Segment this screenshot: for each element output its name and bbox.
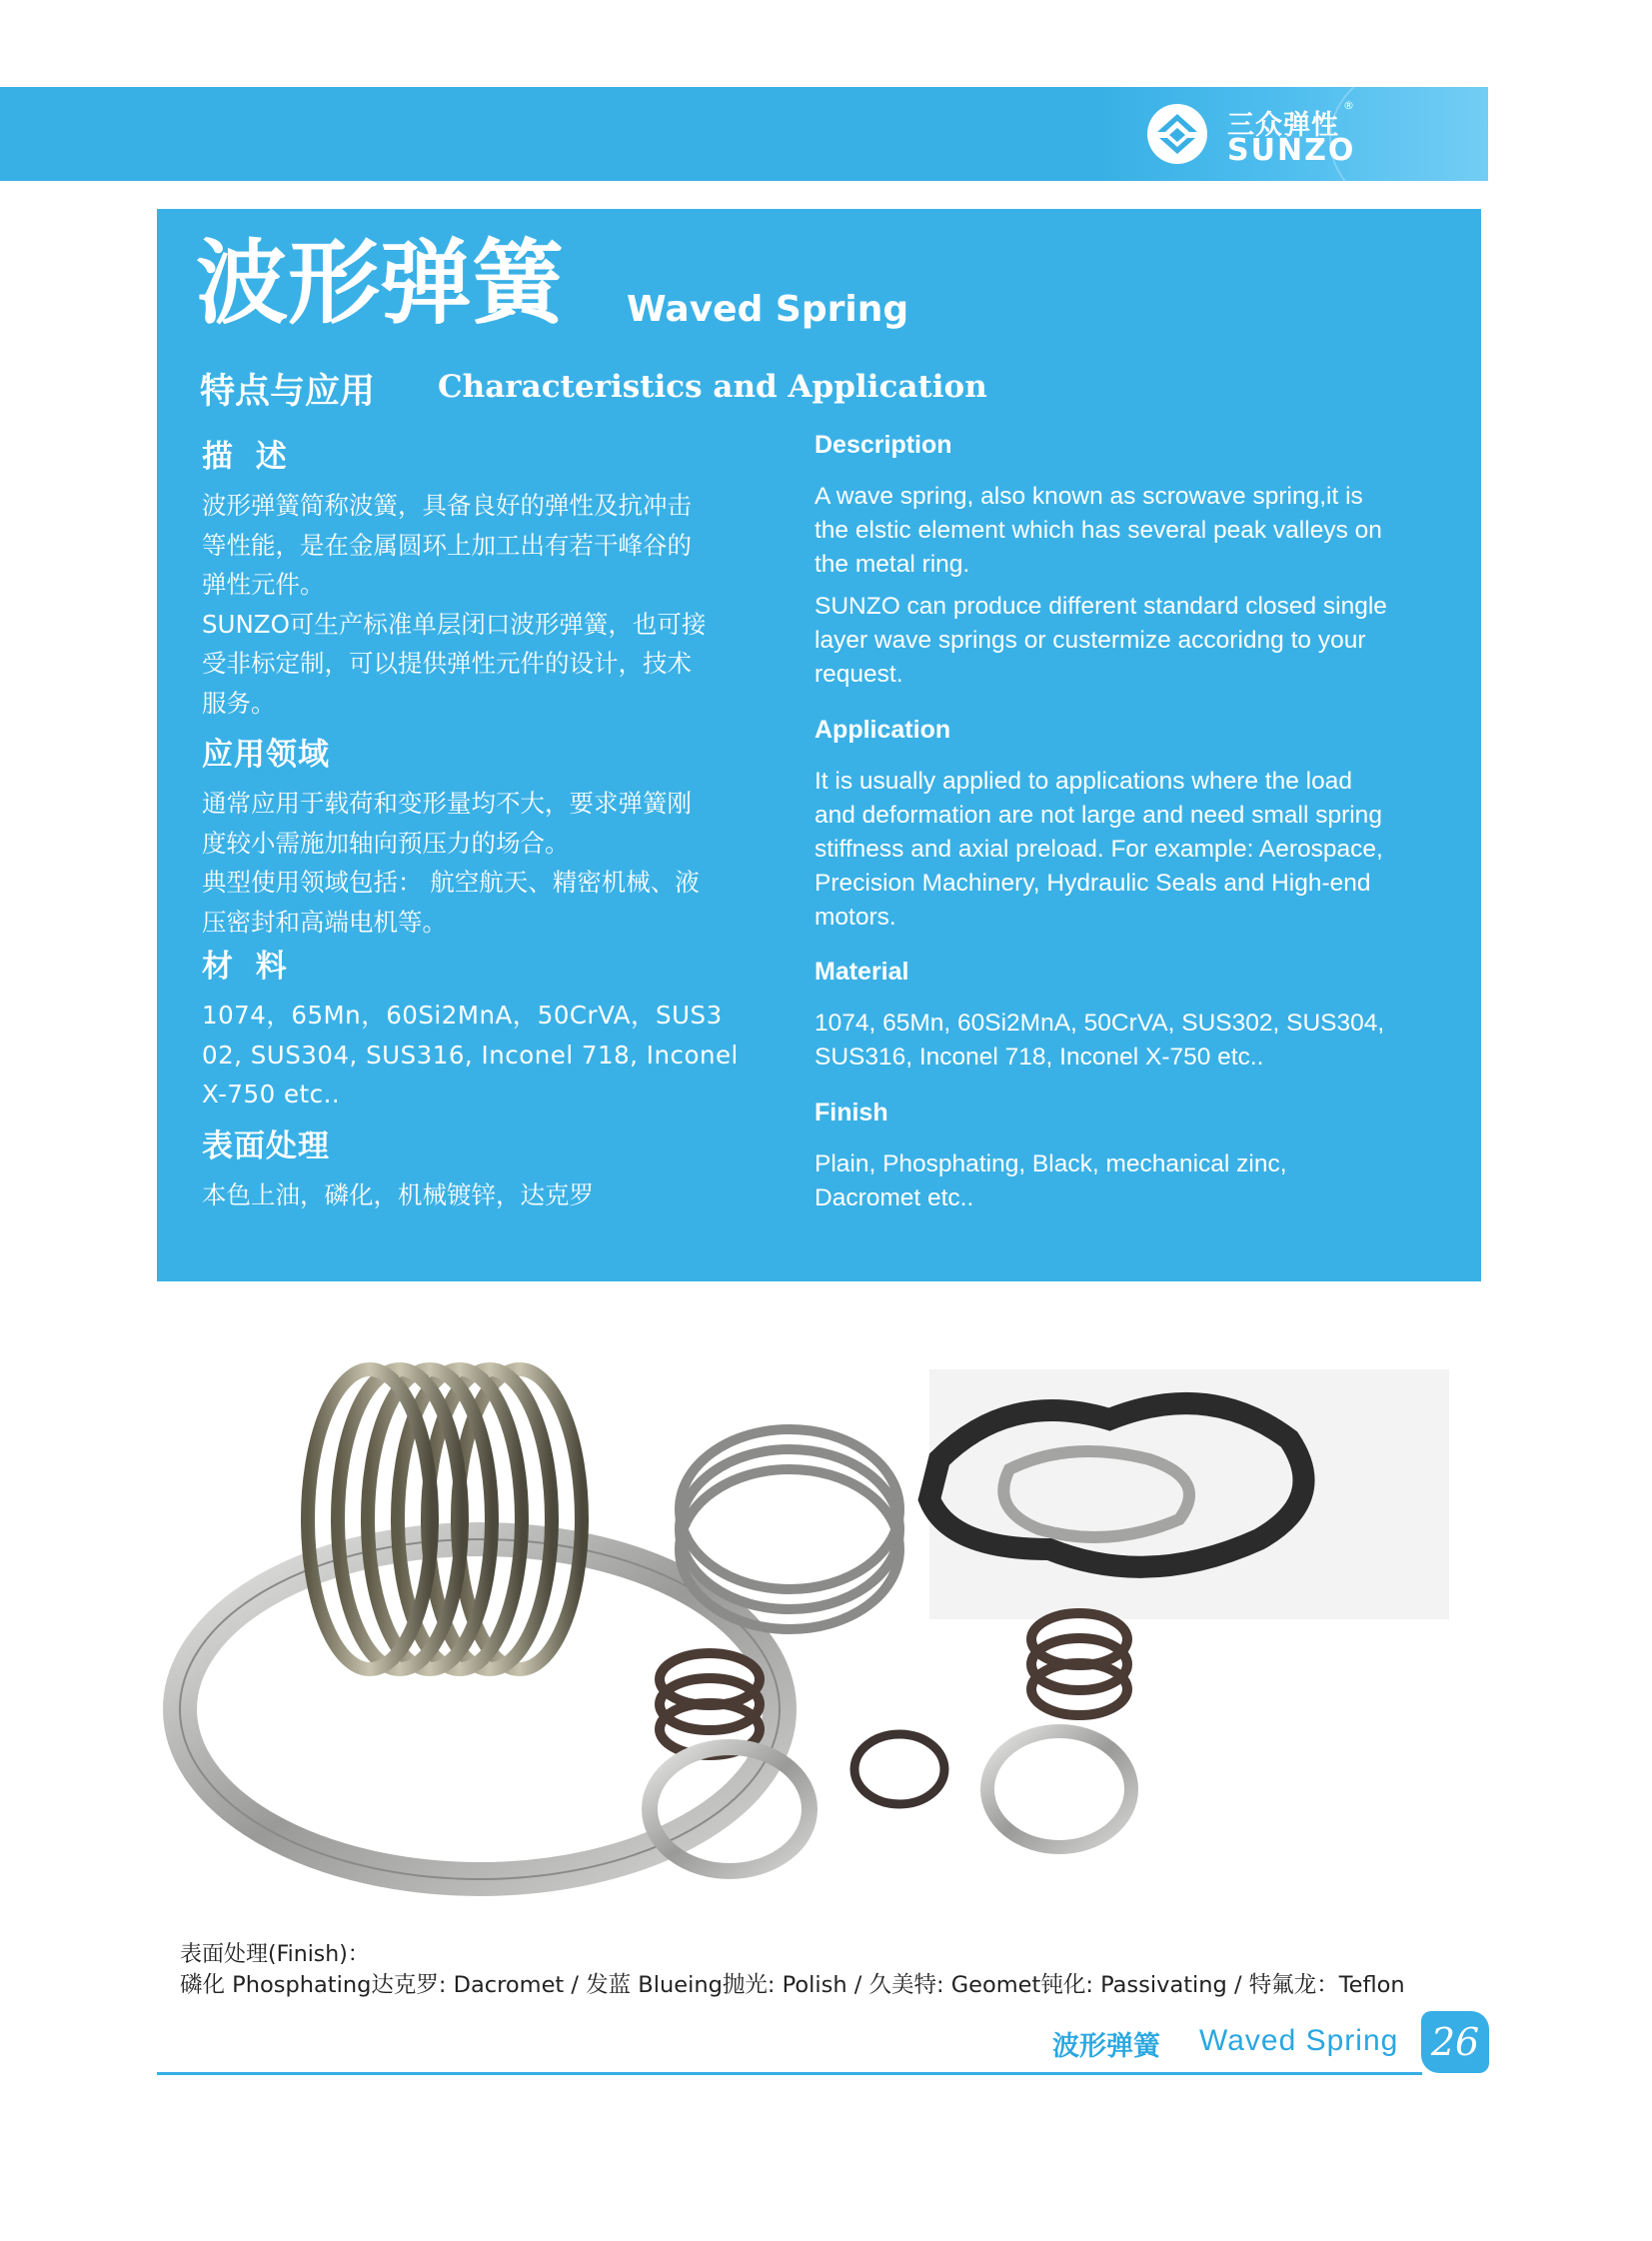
text-line: X-750 etc..	[202, 1080, 341, 1109]
text-line: 通常应用于载荷和变形量均不大，要求弹簧刚	[202, 789, 692, 818]
text-line: 弹性元件。	[202, 570, 325, 599]
page-title-en: Waved Spring	[627, 289, 909, 330]
application-cn	[202, 729, 802, 941]
text-line: 02, SUS304, SUS316, Inconel 718, Inconel	[202, 1040, 739, 1070]
footer-title-en: Waved Spring	[1199, 2024, 1399, 2057]
finish-caption-list: 磷化 Phosphating达克罗: Dacromet / 发蓝 Blueing抛光: Polish / 久美特: Geomet钝化: Passivating / 特氟龙：Teflon	[180, 1972, 1405, 1998]
application-heading-en: Application	[815, 716, 951, 744]
brand-logo	[1099, 87, 1488, 181]
description-heading-cn: 描 述	[202, 439, 293, 475]
text-line: the elstic element which has several peak valleys on	[815, 517, 1382, 544]
text-line: stiffness and axial preload. For example: Aerospace,	[815, 836, 1383, 863]
registered-mark: ®	[1343, 99, 1354, 112]
footer-divider	[157, 2072, 1422, 2075]
application-heading-cn: 应用领域	[202, 737, 330, 773]
material-heading-en: Material	[815, 958, 909, 986]
text-line: 1074，65Mn，60Si2MnA，50CrVA，SUS3	[202, 1001, 723, 1030]
finish-cn	[202, 1120, 802, 1215]
footer-title-cn: 波形弹簧	[1052, 2031, 1160, 2062]
brand-name-cn: 三众弹性	[1227, 110, 1339, 141]
sunzo-logo-icon	[1145, 102, 1209, 166]
text-line: 服务。	[202, 688, 276, 718]
finish-heading-cn: 表面处理	[202, 1128, 330, 1164]
description-heading-en: Description	[815, 431, 952, 459]
material-heading-cn: 材 料	[202, 949, 293, 985]
text-line: request.	[815, 661, 903, 688]
text-line: 受非标定制，可以提供弹性元件的设计，技术	[202, 649, 692, 678]
material-en	[815, 958, 1454, 1099]
text-line: 波形弹簧简称波簧，具备良好的弹性及抗冲击	[202, 491, 692, 520]
brand-name-en: SUNZO	[1227, 133, 1356, 168]
finish-caption-title: 表面处理(Finish)：	[180, 1942, 370, 1967]
material-cn	[202, 941, 802, 1120]
text-line: It is usually applied to applications where the load	[815, 768, 1352, 795]
description-cn	[202, 431, 802, 716]
text-line: 度较小需施加轴向预压力的场合。	[202, 828, 570, 858]
page-title-cn: 波形弹簧	[196, 230, 565, 337]
text-line: 本色上油，磷化，机械镀锌，达克罗	[202, 1180, 594, 1209]
finish-heading-en: Finish	[815, 1099, 888, 1126]
page-number: 26	[1421, 2011, 1489, 2073]
section-title-cn: 特点与应用	[200, 372, 376, 412]
text-line: 压密封和高端电机等。	[202, 907, 447, 937]
wave-spring-product-photo	[150, 1349, 1449, 1929]
text-line: 等性能，是在金属圆环上加工出有若干峰谷的	[202, 530, 692, 560]
chinese-column	[202, 431, 802, 1215]
info-panel	[157, 209, 1481, 1281]
text-line: motors.	[815, 904, 896, 931]
text-line: SUS316, Inconel 718, Inconel X-750 etc..	[815, 1044, 1264, 1071]
text-line: layer wave springs or custermize accoridng to your	[815, 627, 1366, 654]
finish-en	[815, 1099, 1454, 1215]
text-line: 典型使用领域包括： 航空航天、精密机械、液	[202, 868, 700, 897]
text-line: A wave spring, also known as scrowave spring,it is	[815, 483, 1363, 510]
section-title-en: Characteristics and Application	[438, 369, 987, 405]
text-line: 1074, 65Mn, 60Si2MnA, 50CrVA, SUS302, SUS304,	[815, 1010, 1385, 1037]
text-line: the metal ring.	[815, 551, 970, 578]
text-line: Precision Machinery, Hydraulic Seals and High-end	[815, 870, 1371, 897]
text-line: and deformation are not large and need small spring	[815, 802, 1382, 829]
text-line: SUNZO可生产标准单层闭口波形弹簧，也可接	[202, 609, 707, 639]
application-en	[815, 716, 1454, 958]
text-line: Dacromet etc..	[815, 1184, 974, 1211]
text-line: Plain, Phosphating, Black, mechanical zinc,	[815, 1150, 1287, 1177]
description-en	[815, 431, 1454, 716]
english-column	[815, 431, 1454, 1215]
text-line: SUNZO can produce different standard closed single	[815, 593, 1387, 620]
